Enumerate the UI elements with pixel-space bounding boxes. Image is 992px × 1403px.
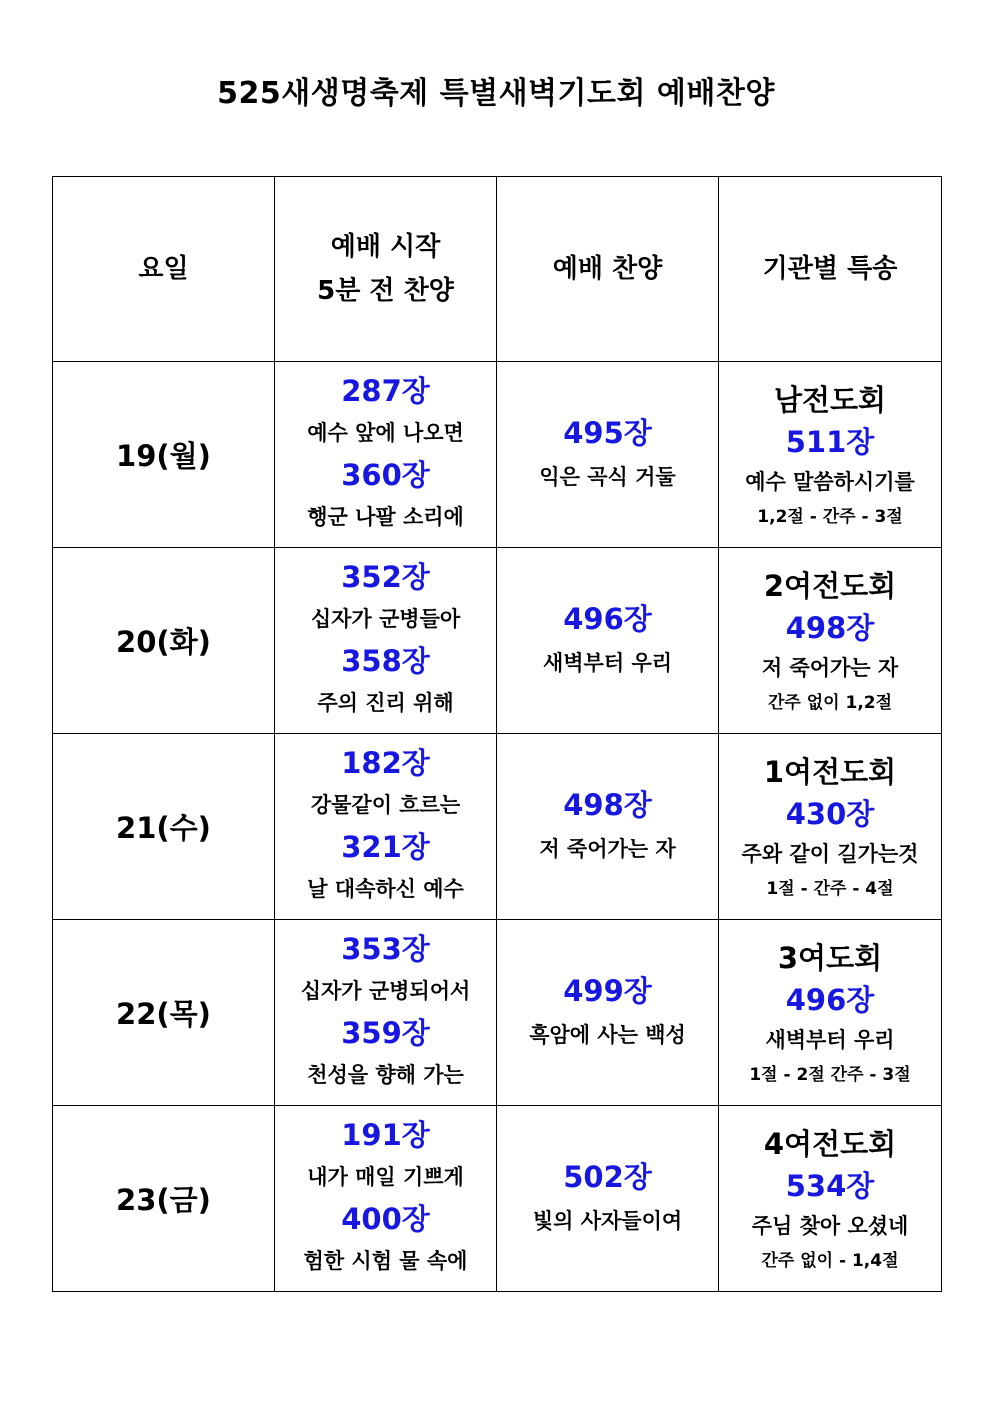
hymn-number: 534장	[785, 1168, 875, 1203]
header-pre-worship	[275, 177, 497, 362]
hymn-title: 예수 말씀하시기를	[745, 469, 915, 494]
verse-order: 1절 - 2절 간주 - 3절	[749, 1064, 911, 1085]
hymn-title: 예수 앞에 나오면	[307, 420, 464, 445]
hymn-number: 182장	[341, 745, 430, 780]
special-cell	[719, 362, 942, 548]
hymn-number: 400장	[341, 1201, 430, 1236]
group-name: 3여도회	[777, 940, 883, 975]
group-name: 2여전도회	[763, 568, 897, 603]
pre-worship-cell	[275, 1106, 497, 1292]
special-cell	[719, 1106, 942, 1292]
day-cell: 23(금)	[53, 1106, 275, 1292]
hymn-number: 191장	[341, 1117, 430, 1152]
hymn-number: 495장	[563, 415, 652, 450]
hymn-number: 499장	[563, 973, 652, 1008]
hymn-title: 십자가 군병들아	[310, 606, 461, 631]
hymn-title: 날 대속하신 예수	[307, 876, 464, 901]
verse-order: 1절 - 간주 - 4절	[766, 878, 894, 899]
hymn-number: 358장	[341, 643, 430, 678]
day-cell: 20(화)	[53, 548, 275, 734]
schedule-table	[52, 176, 942, 1292]
hymn-title: 천성을 향해 가는	[307, 1062, 464, 1087]
hymn-number: 430장	[785, 796, 875, 831]
header-worship: 예배 찬양	[497, 177, 719, 362]
hymn-title: 저 죽어가는 자	[761, 655, 899, 680]
hymn-title: 흑암에 사는 백성	[529, 1022, 686, 1047]
special-cell	[719, 734, 942, 920]
table-row	[53, 1106, 942, 1292]
hymn-title: 험한 시험 물 속에	[303, 1248, 468, 1273]
hymn-number: 353장	[341, 931, 430, 966]
hymn-title: 행군 나팔 소리에	[307, 504, 464, 529]
hymn-title: 주의 진리 위해	[317, 690, 454, 715]
hymn-title: 주와 같이 길가는것	[741, 841, 919, 866]
hymn-number: 498장	[785, 610, 875, 645]
hymn-title: 빛의 사자들이여	[532, 1208, 683, 1233]
header-row	[53, 177, 942, 362]
hymn-number: 498장	[563, 787, 652, 822]
hymn-title: 내가 매일 기쁘게	[307, 1164, 464, 1189]
header-pre-line1: 예배 시작	[330, 232, 441, 262]
worship-cell	[497, 920, 719, 1106]
header-day: 요일	[53, 177, 275, 362]
hymn-title: 주님 찾아 오셨네	[751, 1213, 909, 1238]
hymn-number: 287장	[341, 373, 430, 408]
worship-cell	[497, 548, 719, 734]
hymn-title: 새벽부터 우리	[765, 1027, 895, 1052]
table-row	[53, 734, 942, 920]
day-cell: 22(목)	[53, 920, 275, 1106]
group-name: 1여전도회	[763, 754, 897, 789]
page-title: 525새생명축제 특별새벽기도회 예배찬양	[217, 76, 775, 111]
special-cell	[719, 920, 942, 1106]
hymn-title: 저 죽어가는 자	[539, 836, 676, 861]
pre-worship-cell	[275, 920, 497, 1106]
table-row	[53, 920, 942, 1106]
hymn-number: 511장	[785, 424, 875, 459]
day-cell: 21(수)	[53, 734, 275, 920]
hymn-number: 360장	[341, 457, 430, 492]
verse-order: 간주 없이 1,2절	[767, 692, 893, 713]
hymn-title: 강물같이 흐르는	[310, 792, 461, 817]
pre-worship-cell	[275, 548, 497, 734]
group-name: 4여전도회	[763, 1126, 897, 1161]
pre-worship-cell	[275, 734, 497, 920]
hymn-number: 359장	[341, 1015, 430, 1050]
header-pre-line2: 5분 전 찬양	[317, 276, 454, 306]
hymn-title: 새벽부터 우리	[542, 650, 673, 675]
day-cell: 19(월)	[53, 362, 275, 548]
hymn-number: 496장	[785, 982, 875, 1017]
hymn-number: 352장	[341, 559, 430, 594]
special-cell	[719, 548, 942, 734]
hymn-number: 321장	[341, 829, 430, 864]
table-row	[53, 362, 942, 548]
verse-order: 간주 없이 - 1,4절	[761, 1250, 899, 1271]
hymn-number: 496장	[563, 601, 652, 636]
hymn-number: 502장	[563, 1159, 652, 1194]
hymn-title: 익은 곡식 거둘	[539, 464, 676, 489]
hymn-title: 십자가 군병되어서	[300, 978, 471, 1003]
worship-cell	[497, 734, 719, 920]
table-row	[53, 548, 942, 734]
header-special: 기관별 특송	[719, 177, 942, 362]
worship-cell	[497, 1106, 719, 1292]
verse-order: 1,2절 - 간주 - 3절	[757, 506, 903, 527]
group-name: 남전도회	[773, 382, 887, 417]
worship-cell	[497, 362, 719, 548]
pre-worship-cell	[275, 362, 497, 548]
